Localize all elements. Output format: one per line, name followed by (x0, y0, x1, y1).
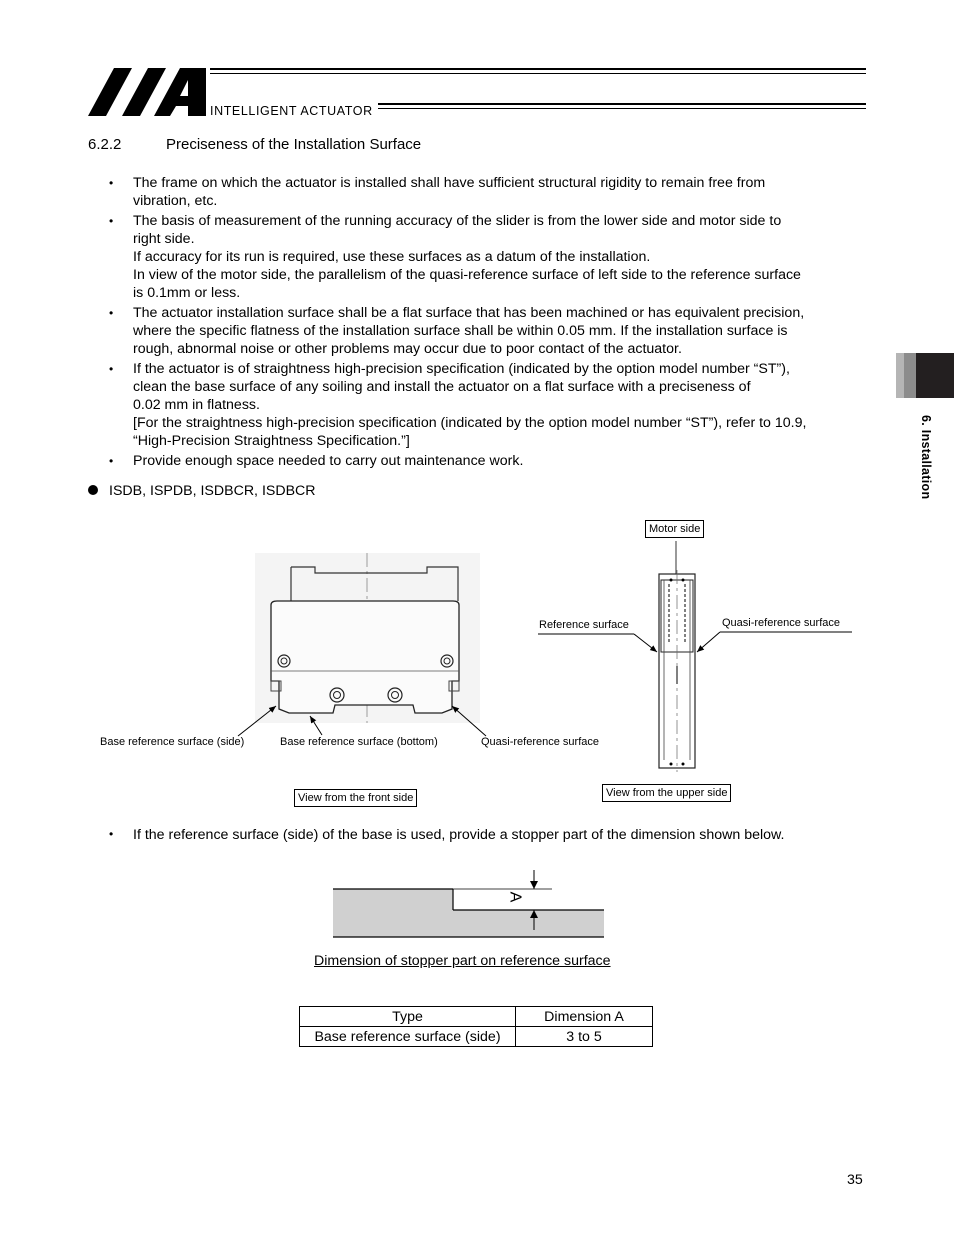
label-reference-surface: Reference surface (539, 619, 629, 631)
chapter-tab (896, 353, 954, 398)
section-title: Preciseness of the Installation Surface (166, 136, 422, 153)
upper-view-drawing (655, 570, 699, 772)
dimension-table (299, 1006, 653, 1047)
header-rule-top-thin (210, 73, 866, 74)
chapter-label: 6. Installation (919, 415, 933, 500)
table-header-row (300, 1007, 653, 1027)
logo-text: INTELLIGENT ACTUATOR (210, 104, 373, 118)
tab-stripe-mid (904, 353, 916, 398)
table-row (300, 1027, 653, 1047)
bullet-list (105, 174, 875, 472)
bullet-item: • The actuator installation surface shall be a flat surface that has been machined or has equivalent precision, where the specific flatness of the installation surface shall be within 0.05 mm. If the installation surface is rough, abnormal noise or other problems may occur due to poor contact of the actuator. (105, 304, 875, 358)
label-quasi-front: Quasi-reference surface (481, 736, 599, 748)
table-header-cell: Type (300, 1007, 516, 1027)
bullet-item: • The basis of measurement of the running accuracy of the slider is from the lower side and motor side to right side. If accuracy for its run is required, use these surfaces as a datum of the installation. In view of the motor side, the parallelism of the quasi-reference surface of left side to the reference surface is 0.1mm or less. (105, 212, 875, 302)
tab-block-dark (916, 353, 954, 398)
table-cell: Base reference surface (side) (300, 1027, 516, 1047)
page-number: 35 (847, 1172, 863, 1188)
tab-stripe-light (896, 353, 904, 398)
front-view-drawing (255, 553, 480, 723)
label-quasi-upper: Quasi-reference surface (722, 617, 840, 629)
dimension-a-label: A (506, 891, 524, 903)
header-rule-bottom-thin (378, 108, 866, 109)
label-motor-side: Motor side (645, 520, 704, 538)
bullet-item: • The frame on which the actuator is installed shall have sufficient structural rigidity to remain free from vibration, etc. (105, 174, 875, 210)
bullet-item: • Provide enough space needed to carry out maintenance work. (105, 452, 875, 470)
header-rule-bottom (378, 103, 866, 105)
filled-circle-icon (88, 485, 98, 495)
table-header-cell: Dimension A (516, 1007, 653, 1027)
stopper-diagram (330, 868, 610, 942)
label-base-side: Base reference surface (side) (100, 736, 245, 748)
table-cell: 3 to 5 (516, 1027, 653, 1047)
stopper-bullet: • If the reference surface (side) of the base is used, provide a stopper part of the dimension shown below. (105, 827, 784, 843)
bullet-item: • If the actuator is of straightness high-precision specification (indicated by the option model number “ST”), clean the base surface of any soiling and install the actuator on a flat surface with a preciseness of 0.02 mm in flatness. [For the straightness high-precision specification (indicated by the option model number “ST”), refer to 10.9, “High-Precision Straightness Specification.”] (105, 360, 875, 450)
label-base-bottom: Base reference surface (bottom) (280, 736, 438, 748)
section-number: 6.2.2 (88, 136, 122, 153)
model-list: ISDB, ISPDB, ISDBCR, ISDBCR (88, 483, 316, 499)
iai-logo-icon (88, 68, 208, 118)
label-view-upper: View from the upper side (602, 784, 731, 802)
label-view-front: View from the front side (294, 789, 417, 807)
header-rule-top (210, 68, 866, 70)
stopper-caption: Dimension of stopper part on reference surface (314, 953, 611, 969)
